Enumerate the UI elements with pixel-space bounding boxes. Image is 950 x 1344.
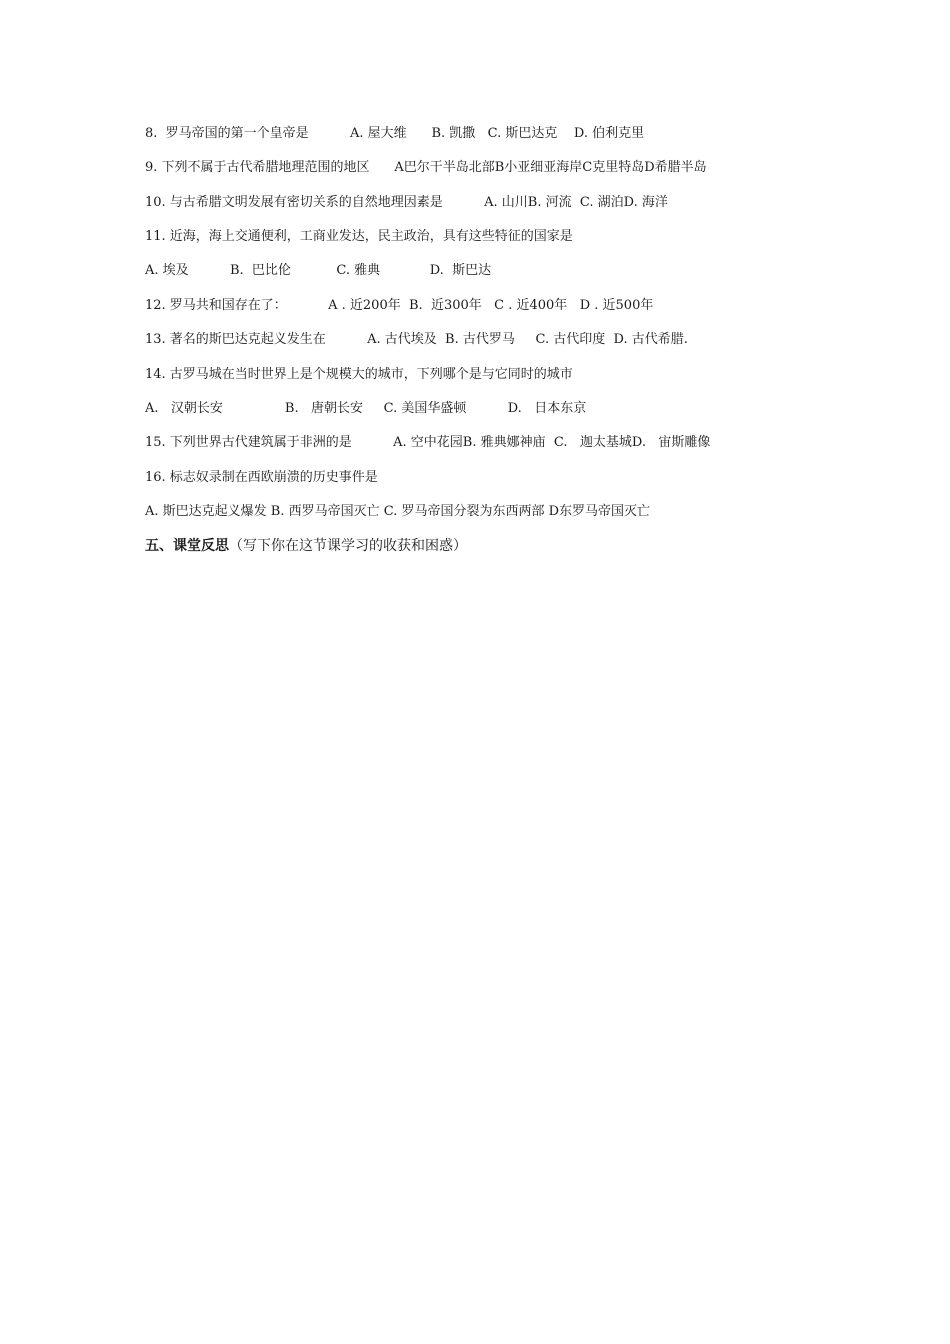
question-8: 8. 罗马帝国的第一个皇帝是 A. 屋大维 B. 凯撒 C. 斯巴达克 D. 伯利克里 <box>145 126 645 141</box>
question-11: 11. 近海，海上交通便利，工商业发达，民主政治，具有这些特征的国家是 <box>145 229 573 244</box>
question-16-options: A. 斯巴达克起义爆发 B. 西罗马帝国灭亡 C. 罗马帝国分裂为东西两部 D东罗马帝国灭亡 <box>145 504 651 519</box>
section-heading <box>145 537 467 555</box>
question-16: 16. 标志奴录制在西欧崩溃的历史事件是 <box>145 470 378 485</box>
question-10: 10. 与古希腊文明发展有密切关系的自然地理因素是 A. 山川B. 河流 C. 湖泊D. 海洋 <box>145 195 668 210</box>
question-14-options: A. 汉朝长安 B. 唐朝长安 C. 美国华盛顿 D. 日本东京 <box>145 401 587 416</box>
question-9: 9. 下列不属于古代希腊地理范围的地区 A巴尔干半岛北部B小亚细亚海岸C克里特岛D希腊半岛 <box>145 160 707 175</box>
section-title: 五、课堂反思 <box>145 538 229 554</box>
question-12: 12. 罗马共和国存在了： A . 近200年 B. 近300年 C . 近400年 D . 近500年 <box>145 298 654 313</box>
question-14: 14. 古罗马城在当时世界上是个规模大的城市，下列哪个是与它同时的城市 <box>145 367 573 382</box>
question-11-options: A. 埃及 B. 巴比伦 C. 雅典 D. 斯巴达 <box>145 263 492 278</box>
question-13: 13. 著名的斯巴达克起义发生在 A. 古代埃及 B. 古代罗马 C. 古代印度 D. 古代希腊. <box>145 332 688 347</box>
question-15: 15. 下列世界古代建筑属于非洲的是 A. 空中花园B. 雅典娜神庙 C. 迦太基城D. 宙斯雕像 <box>145 435 711 450</box>
section-note: （写下你在这节课学习的收获和困惑） <box>229 538 467 554</box>
